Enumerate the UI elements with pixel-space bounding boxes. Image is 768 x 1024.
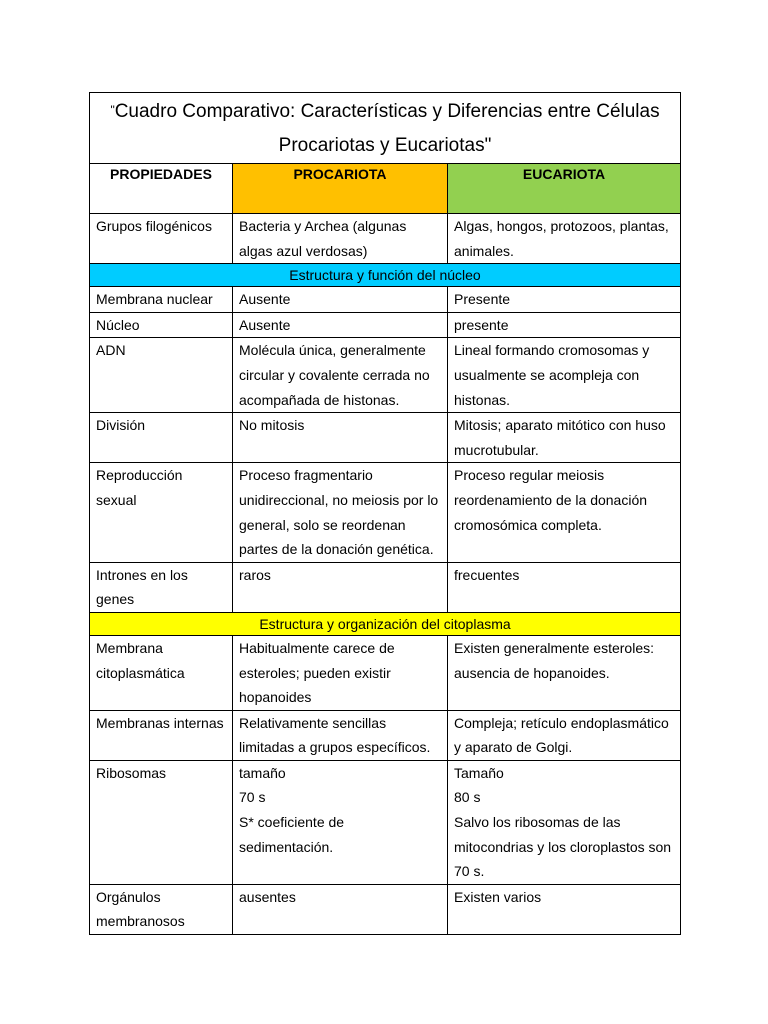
property-cell: Núcleo xyxy=(90,312,233,338)
eukaryote-cell: Mitosis; aparato mitótico con huso mucrotubular. xyxy=(448,413,681,463)
table-row xyxy=(90,760,681,884)
table-row xyxy=(90,214,681,264)
table-row xyxy=(90,710,681,760)
prokaryote-cell: No mitosis xyxy=(233,413,448,463)
property-cell: Membranas internas xyxy=(90,710,233,760)
eukaryote-cell: Presente xyxy=(448,287,681,313)
document-page xyxy=(89,92,680,935)
eukaryote-cell: Algas, hongos, protozoos, plantas, animales. xyxy=(448,214,681,264)
property-cell: Membrana citoplasmática xyxy=(90,635,233,710)
property-cell: División xyxy=(90,413,233,463)
property-cell: Grupos filogénicos xyxy=(90,214,233,264)
section-row-cytoplasm xyxy=(90,612,681,635)
title-row xyxy=(90,93,681,164)
property-cell: Reproducción sexual xyxy=(90,463,233,562)
table-row xyxy=(90,413,681,463)
table-row xyxy=(90,635,681,710)
header-properties: PROPIEDADES xyxy=(90,164,233,214)
property-cell: Intrones en los genes xyxy=(90,562,233,612)
header-prokaryote: PROCARIOTA xyxy=(233,164,448,214)
prokaryote-cell: Ausente xyxy=(233,312,448,338)
property-cell: Ribosomas xyxy=(90,760,233,884)
cell-line: Salvo los ribosomas de las mitocondrias y los cloroplastos son 70 s. xyxy=(454,814,672,880)
property-cell: Orgánulos membranosos xyxy=(90,884,233,934)
eukaryote-cell: presente xyxy=(448,312,681,338)
header-row xyxy=(90,164,681,214)
cell-line: tamaño xyxy=(239,764,286,781)
title-text: Cuadro Comparativo: Características y Diferencias entre Células Procariotas y Eucariotas" xyxy=(114,101,660,156)
prokaryote-cell: Molécula única, generalmente circular y covalente cerrada no acompañada de histonas. xyxy=(233,338,448,413)
property-cell: ADN xyxy=(90,338,233,413)
table-row xyxy=(90,312,681,338)
prokaryote-cell: Relativamente sencillas limitadas a grupos específicos. xyxy=(233,710,448,760)
table-row xyxy=(90,884,681,934)
comparison-table xyxy=(89,92,681,935)
prokaryote-cell: raros xyxy=(233,562,448,612)
eukaryote-cell: Existen varios xyxy=(448,884,681,934)
eukaryote-cell: Compleja; retículo endoplasmático y aparato de Golgi. xyxy=(448,710,681,760)
table-row xyxy=(90,463,681,562)
table-title xyxy=(90,93,681,164)
prokaryote-cell: ausentes xyxy=(233,884,448,934)
eukaryote-cell: frecuentes xyxy=(448,562,681,612)
eukaryote-cell: Proceso regular meiosis reordenamiento de la donación cromosómica completa. xyxy=(448,463,681,562)
prokaryote-cell xyxy=(233,760,448,884)
cell-line: Tamaño xyxy=(454,764,504,781)
title-open-quote: " xyxy=(110,103,115,117)
table-row xyxy=(90,287,681,313)
property-cell: Membrana nuclear xyxy=(90,287,233,313)
section-title-nucleus: Estructura y función del núcleo xyxy=(90,264,681,287)
eukaryote-cell: Lineal formando cromosomas y usualmente se acompleja con histonas. xyxy=(448,338,681,413)
table-row xyxy=(90,562,681,612)
table-row xyxy=(90,338,681,413)
eukaryote-cell xyxy=(448,760,681,884)
prokaryote-cell: Habitualmente carece de esteroles; pueden existir hopanoides xyxy=(233,635,448,710)
cell-line: 70 s xyxy=(239,789,266,806)
cell-line: S* coeficiente de sedimentación. xyxy=(239,814,345,855)
section-row-nucleus xyxy=(90,264,681,287)
prokaryote-cell: Bacteria y Archea (algunas algas azul verdosas) xyxy=(233,214,448,264)
prokaryote-cell: Ausente xyxy=(233,287,448,313)
cell-line: 80 s xyxy=(454,789,481,806)
prokaryote-cell: Proceso fragmentario unidireccional, no meiosis por lo general, solo se reordenan partes de la donación genética. xyxy=(233,463,448,562)
header-eukaryote: EUCARIOTA xyxy=(448,164,681,214)
eukaryote-cell: Existen generalmente esteroles: ausencia de hopanoides. xyxy=(448,635,681,710)
section-title-cytoplasm: Estructura y organización del citoplasma xyxy=(90,612,681,635)
